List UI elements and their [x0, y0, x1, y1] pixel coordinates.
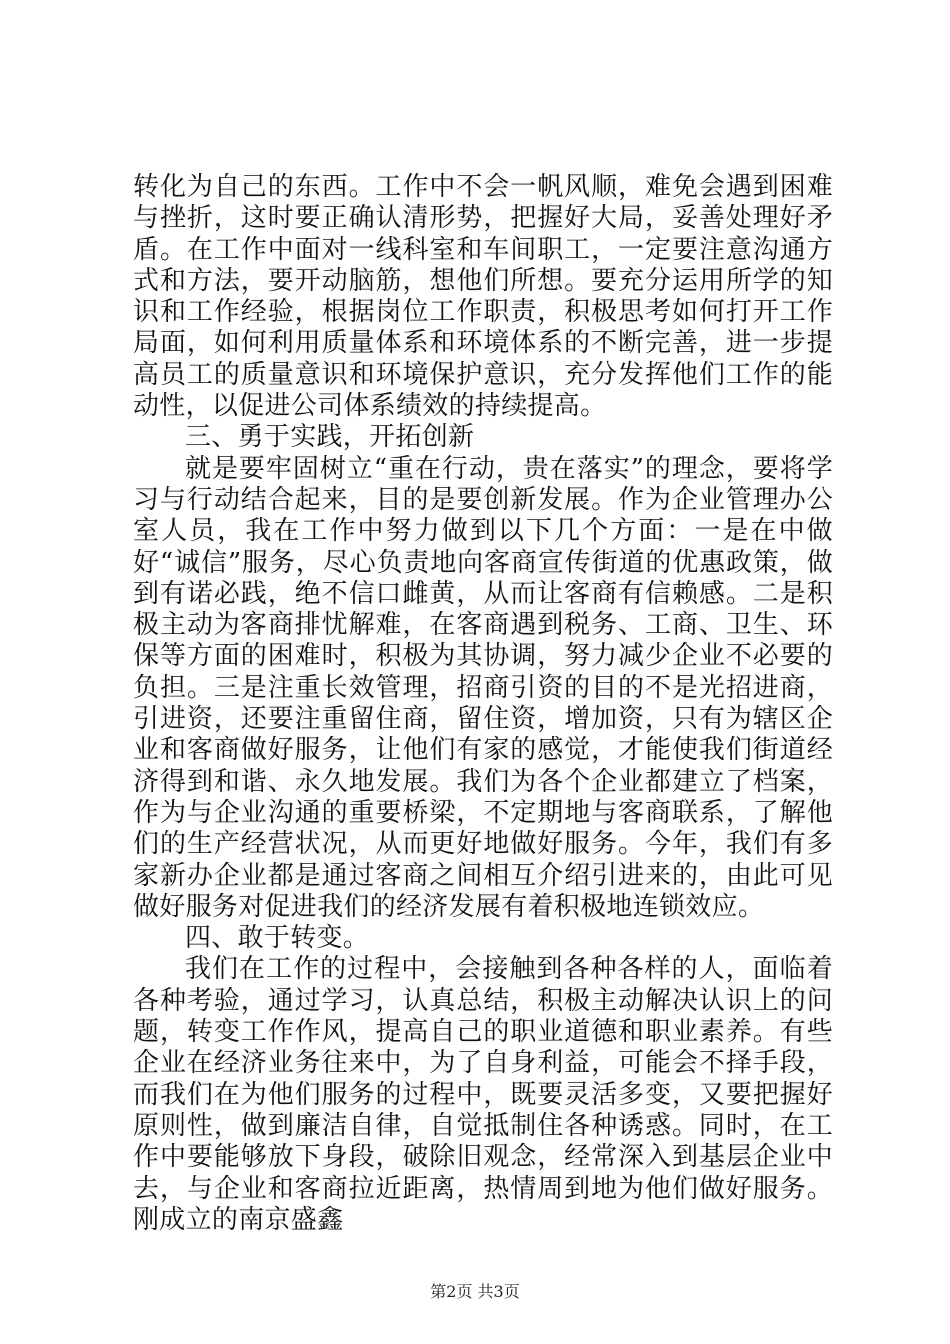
document-body [133, 172, 833, 1236]
paragraph-section-4: 我们在工作的过程中，会接触到各种各样的人，面临着各种考验，通过学习，认真总结，积极主动解决认识上的问题，转变工作作风，提高自己的职业道德和职业素养。有些企业在经济业务往来中，为了自身利益，可能会不择手段，而我们在为他们服务的过程中，既要灵活多变，又要把握好原则性，做到廉洁自律，自觉抵制住各种诱惑。同时，在工作中要能够放下身段，破除旧观念，经常深入到基层企业中去，与企业和客商拉近距离，热情周到地为他们做好服务。刚成立的南京盛鑫 [133, 954, 833, 1235]
paragraph-continuation: 转化为自己的东西。工作中不会一帆风顺，难免会遇到困难与挫折，这时要正确认清形势，把握好大局，妥善处理好矛盾。在工作中面对一线科室和车间职工，一定要注意沟通方式和方法，要开动脑筋，想他们所想。要充分运用所学的知识和工作经验，根据岗位工作职责，积极思考如何打开工作局面，如何利用质量体系和环境体系的不断完善，进一步提高员工的质量意识和环境保护意识，充分发挥他们工作的能动性，以促进公司体系绩效的持续提高。 [133, 172, 833, 422]
paragraph-section-3: 就是要牢固树立“重在行动，贵在落实”的理念，要将学习与行动结合起来，目的是要创新发展。作为企业管理办公室人员，我在工作中努力做到以下几个方面：一是在中做好“诚信”服务，尽心负责地向客商宣传街道的优惠政策，做到有诺必践，绝不信口雌黄，从而让客商有信赖感。二是积极主动为客商排忧解难，在客商遇到税务、工商、卫生、环保等方面的困难时，积极为其协调，努力减少企业不必要的负担。三是注重长效管理，招商引资的目的不是光招进商，引进资，还要注重留住商，留住资，增加资，只有为辖区企业和客商做好服务，让他们有家的感觉，才能使我们街道经济得到和谐、永久地发展。我们为各个企业都建立了档案，作为与企业沟通的重要桥梁，不定期地与客商联系，了解他们的生产经营状况，从而更好地做好服务。今年，我们有多家新办企业都是通过客商之间相互介绍引进来的，由此可见做好服务对促进我们的经济发展有着积极地连锁效应。 [133, 453, 833, 922]
section-heading-3: 三、勇于实践，开拓创新 [185, 422, 475, 453]
page-footer: 第2页 共3页 [430, 1282, 520, 1301]
section-heading-4: 四、敢于转变。 [185, 923, 370, 954]
